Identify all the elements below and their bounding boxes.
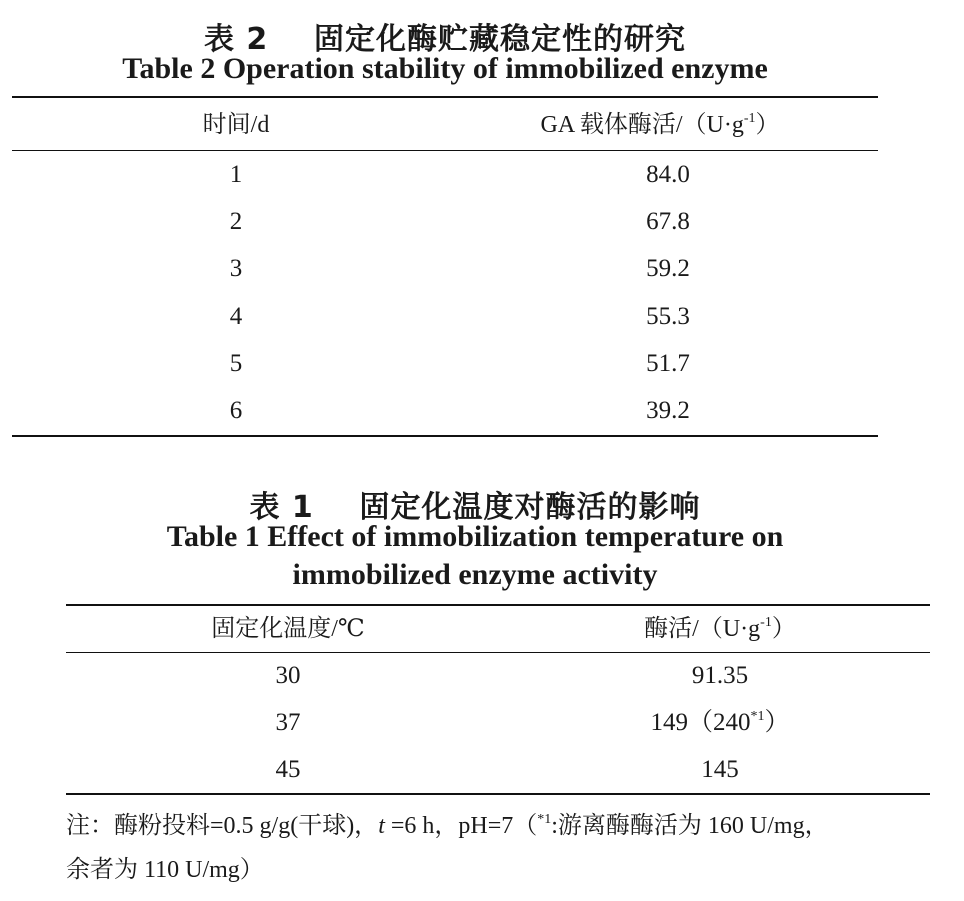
table1-bottom-rule: [66, 793, 930, 795]
table1-cell-temp: 30: [275, 662, 301, 689]
table-note-line2: 余者为 110 U/mg）: [66, 857, 264, 883]
table2-cell-time: 6: [229, 397, 243, 424]
table1-top-rule: [66, 604, 930, 606]
table2-cell-time: 1: [229, 161, 243, 188]
table2-top-rule: [12, 96, 878, 98]
table2-title-cn: 表 2 固定化酶贮藏稳定性的研究: [203, 22, 687, 57]
table2-cell-activity: 67.8: [646, 208, 690, 235]
table2-bottom-rule: [12, 435, 878, 437]
table2-cell-activity: 55.3: [646, 303, 690, 330]
table1-header-activity: 酶活$/(U\cdot g^{-1})$: [644, 615, 796, 642]
table2-cell-time: 2: [229, 208, 243, 235]
table1-cell-activity: 145: [701, 756, 739, 783]
table2-cell-time: 4: [229, 303, 243, 330]
table2-header-rule: [12, 150, 878, 151]
table2-cell-time: 3: [229, 255, 243, 282]
table2-cell-time: 5: [229, 350, 243, 377]
table-note-line1: 注：酶粉投料=0.5 g/g(干球)，t =6 h，pH=7（$^{*1}$:游离酶酶活为 160 U/mg，: [66, 812, 829, 839]
table2-cell-activity: 59.2: [646, 255, 690, 282]
table1-cell-activity: 149（240$^{*1}$）: [650, 709, 790, 736]
table2-title-en: Table 2 Operation stability of immobilized enzyme: [122, 52, 768, 85]
table1-title-en-line1: Table 1 Effect of immobilization temperature on: [166, 520, 784, 553]
table2-header-time: 时间/d: [202, 112, 270, 138]
table1-title-en-line2: immobilized enzyme activity: [292, 558, 658, 591]
table1-header-temp: 固定化温度/℃: [211, 616, 365, 642]
table2-cell-activity: 51.7: [646, 350, 690, 377]
table1-title-cn: 表 1 固定化温度对酶活的影响: [249, 490, 701, 525]
table1-header-rule: [66, 652, 930, 653]
table2-cell-activity: 84.0: [646, 161, 690, 188]
table1-cell-temp: 45: [275, 756, 301, 783]
table1-cell-temp: 37: [275, 709, 301, 736]
table1-cell-activity: 91.35: [691, 662, 749, 689]
table2-cell-activity: 39.2: [646, 397, 690, 424]
table2-header-activity: GA 载体酶活$/(U\cdot g^{-1})$: [540, 111, 780, 138]
